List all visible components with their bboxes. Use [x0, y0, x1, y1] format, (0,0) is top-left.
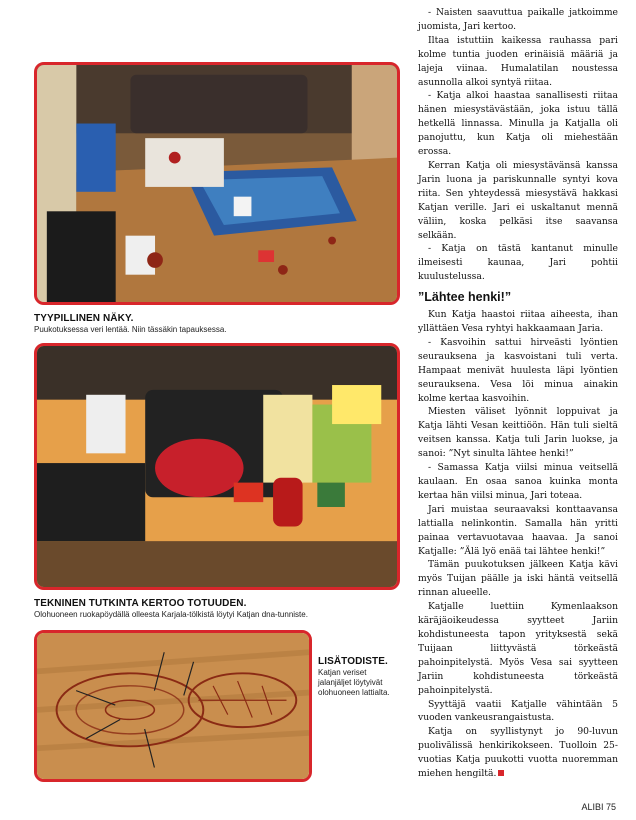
article-paragraph: - Kasvoihin sattui hirveästi lyöntien seurauksena ja kasvoistani tuli verta. Hampaat menivät huulesta läpi lyöntien seurauksena. Vesa löi minua ainakin kolme kertaa kasvoihin.	[418, 336, 618, 404]
article-paragraph: - Katja on tästä kantanut minulle ilmeisesti kaunaa, Jari pohtii kuulustelussa.	[418, 243, 618, 283]
page-folio: ALIBI 75	[581, 802, 616, 812]
article-paragraph: Miesten väliset lyönnit loppuivat ja Katja lähti Vesan keittiöön. Hän tuli sieltä veitsen kanssa. Katja tuli Jarin luokse, ja sanoi: ”Nyt sinulta lähtee henki!”	[418, 406, 618, 460]
living-room-image	[37, 65, 397, 302]
article-paragraph: Syyttäjä vaatii Katjalle vähintään 5 vuoden vankeusrangaistusta.	[418, 698, 618, 724]
caption-1-text: Puukotuksessa veri lentää. Niin tässäkin tapauksessa.	[34, 325, 227, 334]
article-paragraph: - Katja alkoi haastaa sanallisesti riitaa hänen miesystävästään, joka istuu tällä hetkellä linnassa. Minulla ja Katjalla oli panojuttu, kun Katja oli miehestään erossa.	[418, 90, 618, 158]
caption-2	[34, 598, 404, 620]
end-mark-icon	[498, 770, 504, 776]
article-paragraph: Iltaa istuttiin kaikessa rauhassa pari kolme tuntia juoden erinäisiä määriä ja lajeja viinaa. Humalatilan noustessa asunnolla alkoi syntyä riitaa.	[418, 34, 618, 88]
caption-1	[34, 313, 404, 335]
caption-3	[318, 656, 398, 698]
living-room-photo	[34, 62, 400, 305]
article-column	[418, 6, 618, 781]
article-paragraph: - Samassa Katja viilsi minua veitsellä kaulaan. En osaa sanoa kuinka monta kertaa hän viilsi minua, Jari toteaa.	[418, 462, 618, 501]
article-paragraph: - Naisten saavuttua paikalle jatkoimme juomista, Jari kertoo.	[418, 7, 618, 32]
article-paragraph: Kun Katja haastoi riitaa aiheesta, ihan yllättäen Vesa ryhtyi hakkaamaan Jaria.	[418, 309, 618, 335]
article-paragraph: Tämän puukotuksen jälkeen Katja kävi myös Tuijan päälle ja iski häntä veitsellä rinnan alueelle.	[418, 559, 618, 599]
caption-1-title: TYYPILLINEN NÄKY.	[34, 313, 134, 324]
caption-2-title: TEKNINEN TUTKINTA KERTOO TOTUUDEN.	[34, 598, 247, 609]
floor-image	[37, 633, 309, 779]
article-paragraph: Katjalle luettiin Kymenlaakson käräjäoikeudessa syytteet Jariin kohdistuneesta tapon yrityksestä sekä Tuijaan liittyvästä törkeästä pahoinpitelystä. Myös Vesa sai syytteen Jariin kohdistuneesta törkeästä pahoinpitelystä.	[418, 601, 618, 696]
table-image	[37, 346, 397, 587]
floor-photo	[34, 630, 312, 782]
article-paragraph: Kerran Katja oli miesystävänsä kanssa Jarin luona ja pariskunnalle syntyi kova riita. Sen yhteydessä miesystävä hakkasi Katjan verille. Jari ei uskaltanut mennä väliin, koska pelkäsi itse saavansa selkään.	[418, 159, 618, 241]
caption-3-title: LISÄTODISTE.	[318, 656, 388, 667]
article-paragraph	[418, 725, 618, 781]
article-paragraph: Jari muistaa seuraavaksi konttaavansa lattialla nelinkontin. Samalla hän yritti painaa vertavuotavaa haavaa. Ja sanoi Katjalle: ”Älä lyö enää tai lähtee henki!”	[418, 503, 618, 557]
caption-3-text: Katjan veriset jalanjäljet löytyivät olohuoneen lattialta.	[318, 668, 390, 697]
caption-2-text: Olohuoneen ruokapöydällä olleesta Karjala-tölkistä löytyi Katjan dna-tunniste.	[34, 610, 308, 619]
article-subheading: ”Lähtee henki!”	[418, 290, 512, 305]
table-photo	[34, 343, 400, 590]
article-last-text: Katja on syyllistynyt jo 90-luvun puolivälissä henkirikokseen. Tuolloin 25-vuotias Katja puukotti vuotta nuoremman miehen hengiltä.	[418, 726, 618, 780]
